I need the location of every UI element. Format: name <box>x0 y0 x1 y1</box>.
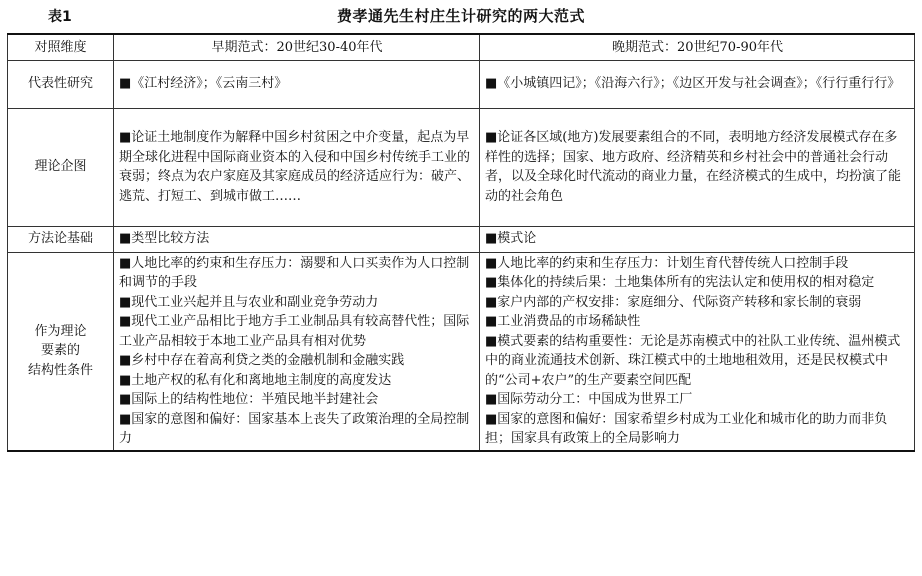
header-late-paradigm: 晚期范式：20世纪70-90年代 <box>480 34 915 60</box>
late-item: ■人地比率的约束和生存压力：计划生育代替传统人口控制手段 <box>485 255 849 271</box>
late-cell <box>480 252 915 451</box>
early-cell <box>114 108 480 226</box>
late-cell <box>480 60 915 108</box>
table-row <box>8 108 915 226</box>
table-row <box>8 226 915 252</box>
early-item: ■土地产权的私有化和离地地主制度的高度发达 <box>119 372 392 388</box>
early-item: ■《江村经济》；《云南三村》 <box>119 76 288 92</box>
late-item: ■家户内部的产权安排：家庭细分、代际资产转移和家长制的衰弱 <box>485 294 862 310</box>
late-item: ■国家的意图和偏好：国家希望乡村成为工业化和城市化的助力而非负担；国家具有政策上的全局影响力 <box>485 411 888 446</box>
early-item: ■现代工业兴起并且与农业和副业竞争劳动力 <box>119 294 379 310</box>
row-dimension: 方法论基础 <box>8 226 114 252</box>
late-cell <box>480 108 915 226</box>
paradigm-table <box>7 33 915 452</box>
late-item: ■《小城镇四记》；《沿海六行》；《边区开发与社会调查》；《行行重行行》 <box>485 76 901 92</box>
late-item: ■国际劳动分工：中国成为世界工厂 <box>485 392 693 407</box>
late-item: ■集体化的持续后果：土地集体所有的宪法认定和使用权的相对稳定 <box>485 275 875 290</box>
late-item: ■模式要素的结构重要性：无论是苏南模式中的社队工业传统、温州模式中的商业流通技术创新、珠江模式中的土地地租效用，还是民权模式中的“公司+农户”的生产要素空间匹配 <box>485 333 901 388</box>
early-cell <box>114 252 480 451</box>
table-row <box>8 252 915 451</box>
header-dimension: 对照维度 <box>8 34 114 60</box>
early-cell <box>114 226 480 252</box>
table-number: 表1 <box>48 9 72 25</box>
late-item: ■工业消费品的市场稀缺性 <box>485 314 641 329</box>
early-item: ■论证土地制度作为解释中国乡村贫困之中介变量，起点为早期全球化进程中国际商业资本的入侵和中国乡村传统手工业的衰弱；终点为农户家庭及其家庭成员的经济适应行为：破产、逃荒、打短工、到城市做工…… <box>119 130 471 204</box>
table-header-row <box>8 34 915 60</box>
late-item: ■论证各区域(地方)发展要素组合的不同，表明地方经济发展模式存在多样性的选择；国家、地方政府、经济精英和乡村社会中的普通社会行动者，以及全球化时代流动的商业力量，在经济模式的生成中，均扮演了能动的社会角色 <box>485 130 902 204</box>
early-item: ■人地比率的约束和生存压力：溺婴和人口买卖作为人口控制和调节的手段 <box>119 255 470 290</box>
early-cell <box>114 60 480 108</box>
early-item: ■国家的意图和偏好：国家基本上丧失了政策治理的全局控制力 <box>119 411 470 446</box>
row-dimension: 理论企图 <box>8 108 114 226</box>
table-row <box>8 60 915 108</box>
late-cell <box>480 226 915 252</box>
early-item: ■现代工业产品相比于地方手工业制品具有较高替代性；国际工业产品相较于本地工业产品具有相对优势 <box>119 314 470 349</box>
early-item: ■乡村中存在着高利贷之类的金融机制和金融实践 <box>119 353 405 368</box>
row-dimension: 代表性研究 <box>8 60 114 108</box>
table-title: 费孝通先生村庄生计研究的两大范式 <box>336 7 585 25</box>
row-dimension: 作为理论 要素的 结构性条件 <box>8 252 114 451</box>
early-item: ■类型比较方法 <box>119 231 210 247</box>
early-item: ■国际上的结构性地位：半殖民地半封建社会 <box>119 392 379 407</box>
header-early-paradigm: 早期范式：20世纪30-40年代 <box>114 34 480 60</box>
late-item: ■模式论 <box>485 231 537 247</box>
table-caption <box>0 4 922 28</box>
